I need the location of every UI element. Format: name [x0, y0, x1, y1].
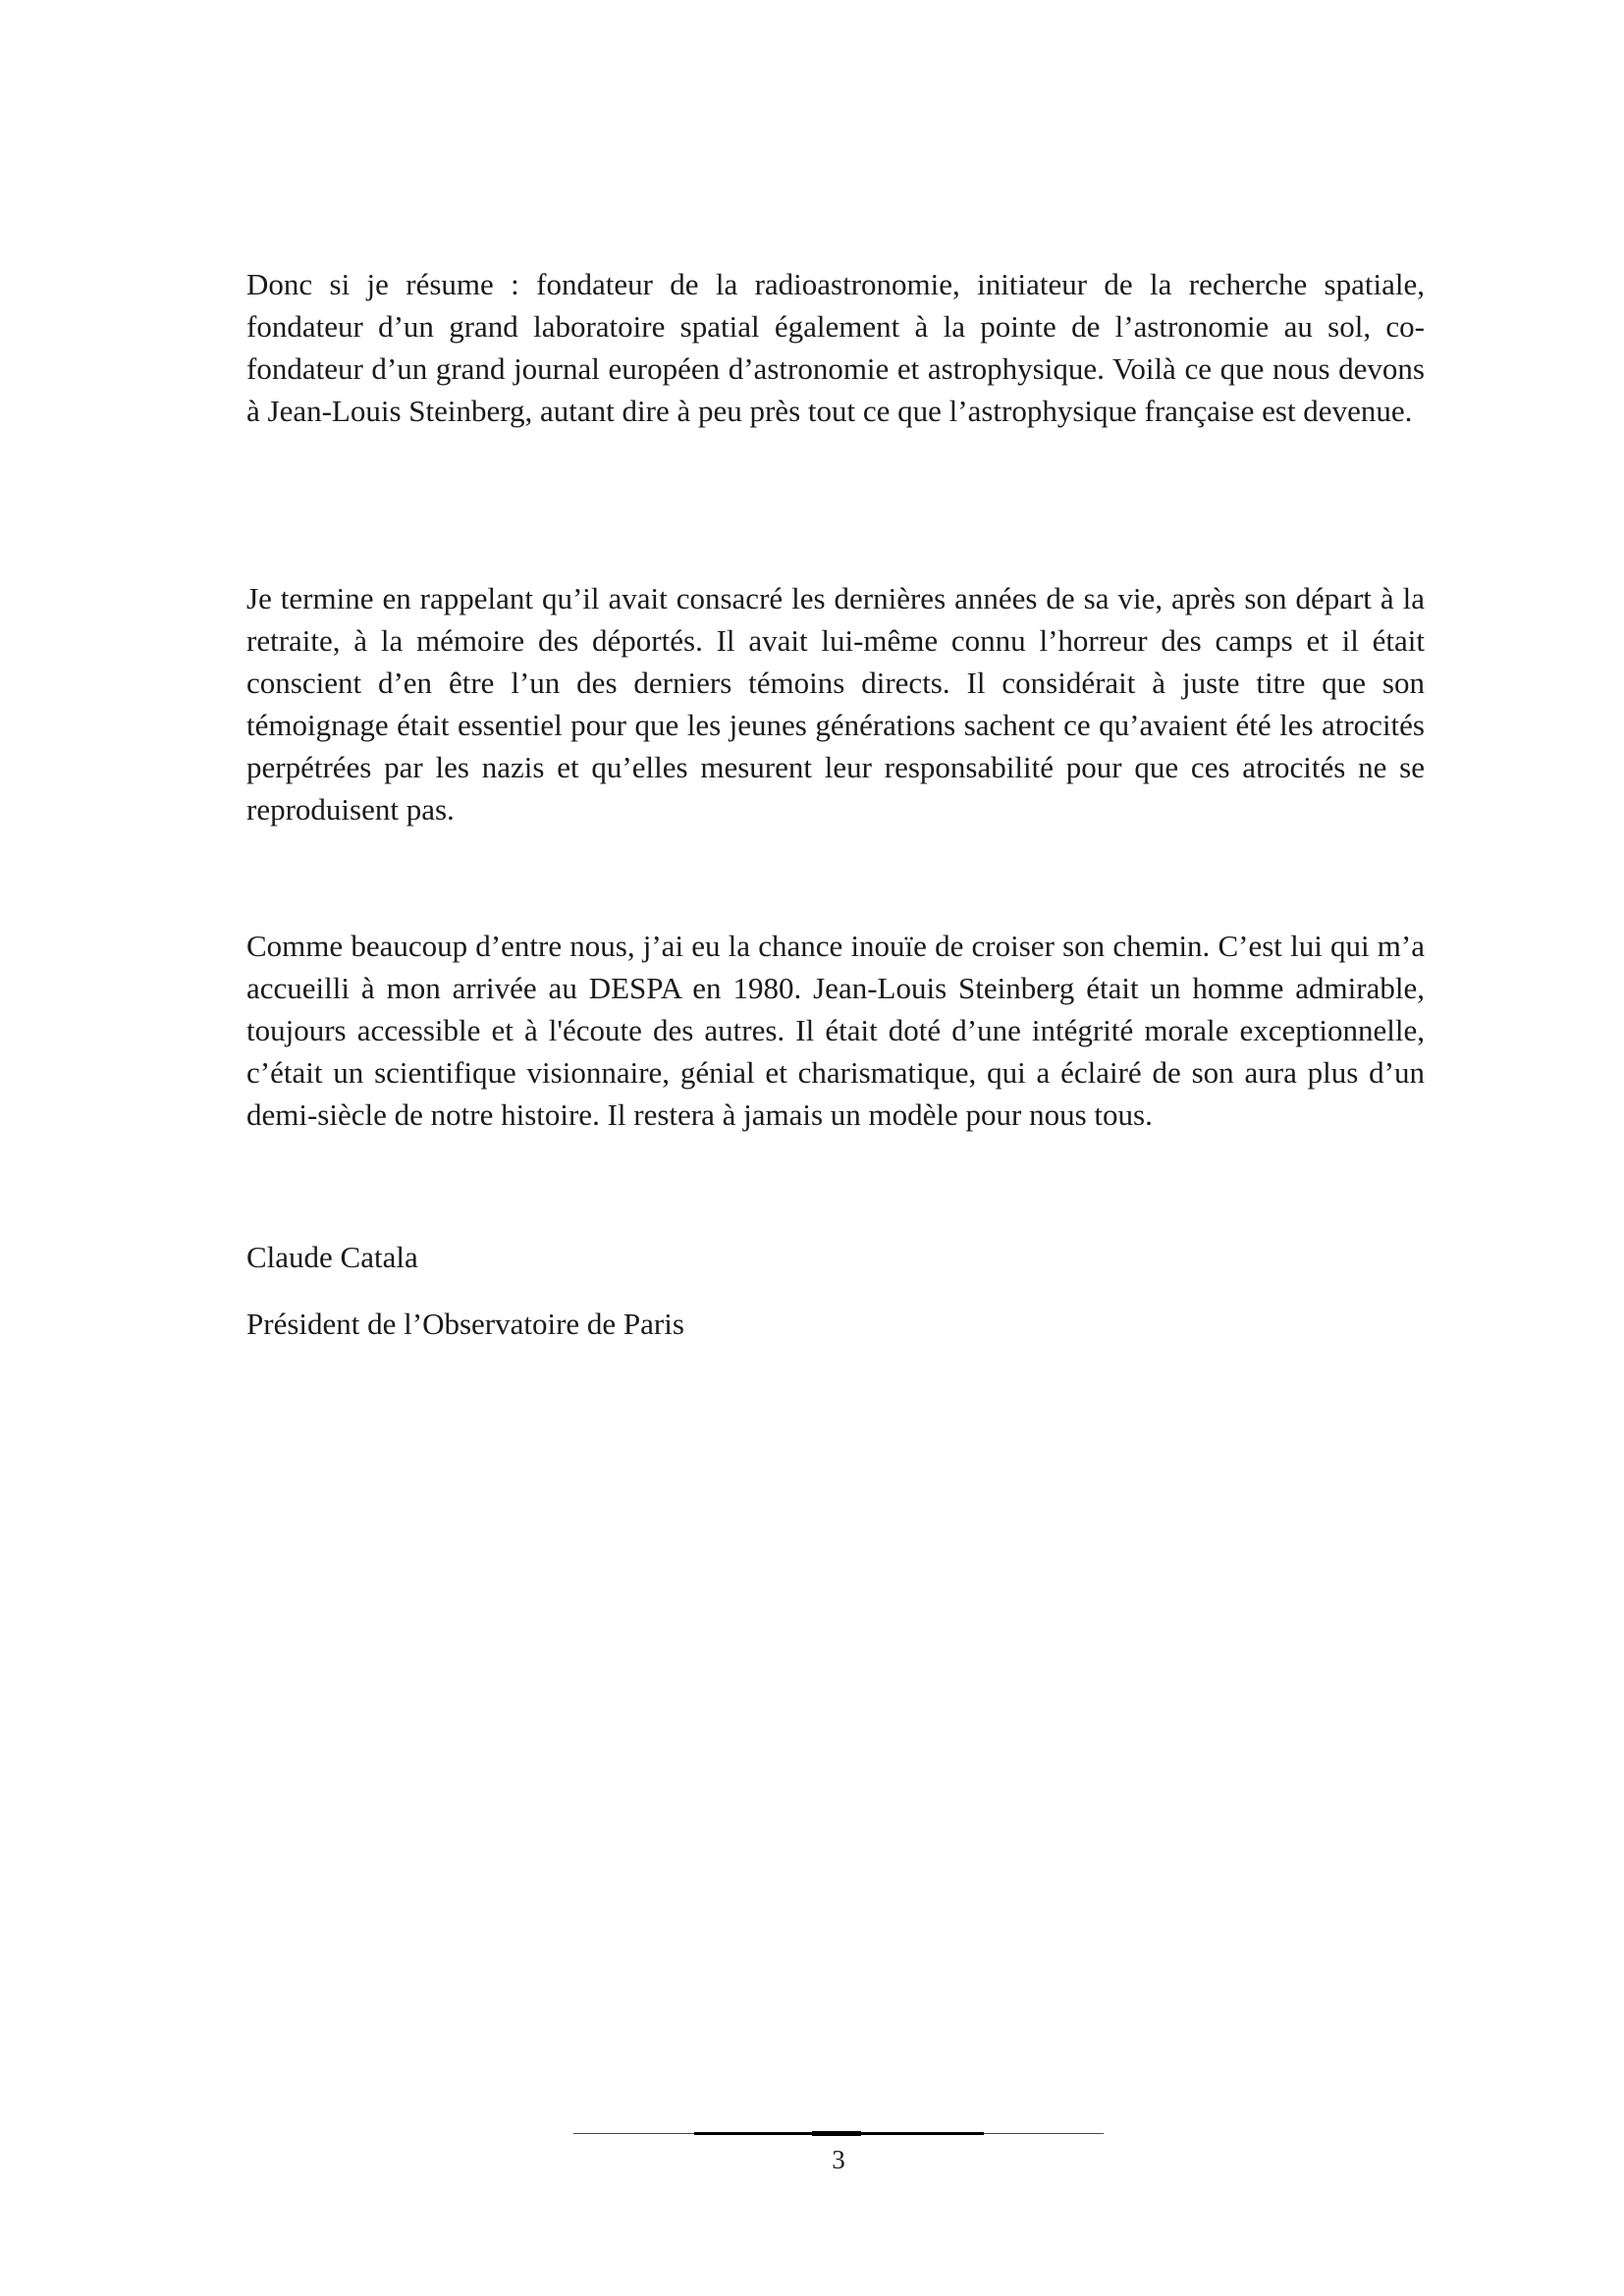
paragraph-summary: Donc si je résume : fondateur de la radioastronomie, initiateur de la recherche spatiale, fondateur d’un grand laboratoire spatial également à la pointe de l’astronomie au sol, co-fondateur d’un grand journal européen d’astronomie et astrophysique. Voilà ce que nous devons à Jean-Louis Steinberg, autant dire à peu près tout ce que l’astrophysique française est devenue. [246, 267, 1425, 428]
signature-title: Président de l’Observatoire de Paris [246, 1307, 684, 1341]
signature-name: Claude Catala [246, 1240, 418, 1274]
paragraph-personal-tribute: Comme beaucoup d’entre nous, j’ai eu la chance inouïe de croiser son chemin. C’est lui qui m’a accueilli à mon arrivée au DESPA en 1980. Jean-Louis Steinberg était un homme admirable, toujours accessible et à l'écoute des autres. Il était doté d’une intégrité morale exceptionnelle, c’était un scientifique visionnaire, génial et charismatique, qui a éclairé de son aura plus d’un demi-siècle de notre histoire. Il restera à jamais un modèle pour nous tous. [246, 929, 1425, 1132]
footer-divider-center-mark [812, 2131, 861, 2136]
paragraph-deportation-memory: Je termine en rappelant qu’il avait consacré les dernières années de sa vie, après son départ à la retraite, à la mémoire des déportés. Il avait lui-même connu l’horreur des camps et il était conscient d’en être l’un des derniers témoins directs. Il considérait à juste titre que son témoignage était essentiel pour que les jeunes générations sachent ce qu’avaient été les atrocités perpétrées par les nazis et qu’elles mesurent leur responsabilité pour que ces atrocités ne se reproduisent pas. [246, 581, 1425, 827]
page-number: 3 [832, 2145, 845, 2174]
